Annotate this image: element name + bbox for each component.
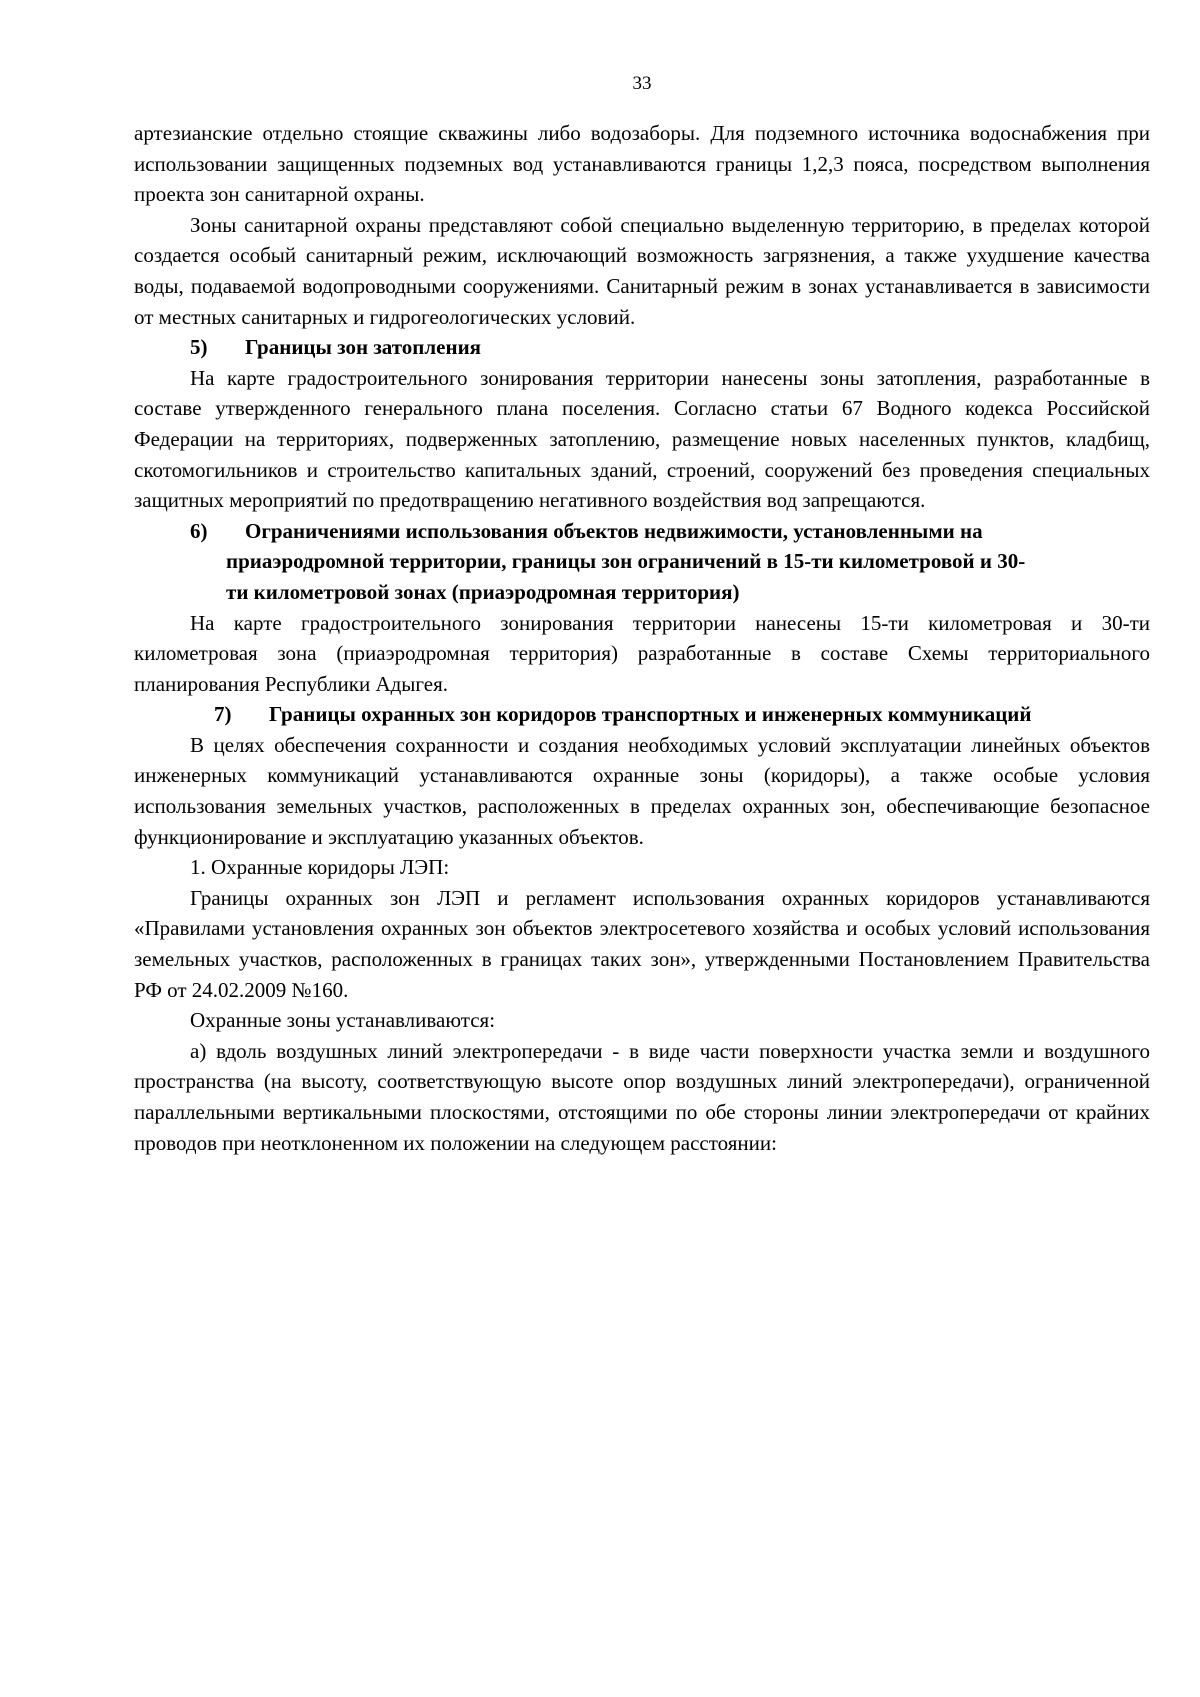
heading-text-line-3: ти километровой зонах (приаэродромная территория) — [226, 579, 740, 604]
heading-text: Границы зон затопления — [245, 335, 482, 360]
heading-text: Границы охранных зон коридоров транспортных и инженерных коммуникаций — [269, 702, 1032, 727]
paragraph-zones-established: Охранные зоны устанавливаются: — [190, 1008, 496, 1033]
paragraph-overhead-lines: а) вдоль воздушных линий электропередачи - в виде части поверхности участка земли и воздушного пространства (на высоту, соответствующую высоте опор воздушных линий электропередачи), ограниченной параллельными вертикальными плоскостями, отстоящими по обе стороны линии электропередачи от крайних проводов при неотклоненном их положении на следующем расстоянии: — [134, 1038, 1150, 1155]
heading-number: 5) — [190, 335, 208, 360]
heading-text-line-2: приаэродромной территории, границы зон ограничений в 15-ти километровой и 30- — [226, 549, 1026, 574]
paragraph-sanitary-zones: Зоны санитарной охраны представляют собой специально выделенную территорию, в пределах которой создается особый санитарный режим, исключающий возможность загрязнения, а также ухудшение качества воды, подаваемой водопроводными сооружениями. Санитарный режим в зонах устанавливается в зависимости от местных санитарных и гидрогеологических условий. — [134, 212, 1150, 329]
heading-security-corridors — [134, 699, 1150, 730]
list-item-power-line-corridors: 1. Охранные коридоры ЛЭП: — [190, 855, 450, 880]
paragraph-power-line-rules: Границы охранных зон ЛЭП и регламент использования охранных коридоров устанавливаются «Правилами установления охранных зон объектов электросетевого хозяйства и особых условий использования земельных участков, расположенных в границах таких зон», утвержденными Постановлением Правительства РФ от 24.02.2009 №160. — [134, 885, 1150, 1002]
paragraph-airfield-zones: На карте градостроительного зонирования территории нанесены 15-ти километровая и 30-ти километровая зона (приаэродромная территория) разработанные в составе Схемы территориального планирования Республики Адыгея. — [134, 610, 1150, 696]
heading-flood-zones — [134, 332, 1150, 363]
heading-number: 6) — [190, 518, 208, 543]
page-number: 33 — [632, 73, 652, 94]
heading-text-line-1: Ограничениями использования объектов недвижимости, установленными на — [245, 518, 983, 543]
document-body — [134, 118, 1150, 1158]
heading-number: 7) — [214, 702, 232, 727]
paragraph-artesian-wells: артезианские отдельно стоящие скважины либо водозаборы. Для подземного источника водоснабжения при использовании защищенных подземных вод устанавливаются границы 1,2,3 пояса, посредством выполнения проекта зон санитарной охраны. — [134, 121, 1150, 207]
paragraph-engineering-communications: В целях обеспечения сохранности и создания необходимых условий эксплуатации линейных объектов инженерных коммуникаций устанавливаются охранные зоны (коридоры), а также особые условия использования земельных участков, расположенных в пределах охранных зон, обеспечивающие безопасное функционирование и эксплуатацию указанных объектов. — [134, 732, 1150, 849]
paragraph-flood-zones: На карте градостроительного зонирования территории нанесены зоны затопления, разработанные в составе утвержденного генерального плана поселения. Согласно статьи 67 Водного кодекса Российской Федерации на территориях, подверженных затоплению, размещение новых населенных пунктов, кладбищ, скотомогильников и строительство капитальных зданий, строений, сооружений без проведения специальных защитных мероприятий по предотвращению негативного воздействия вод запрещаются. — [134, 365, 1150, 513]
heading-airfield-restrictions — [134, 516, 1150, 547]
